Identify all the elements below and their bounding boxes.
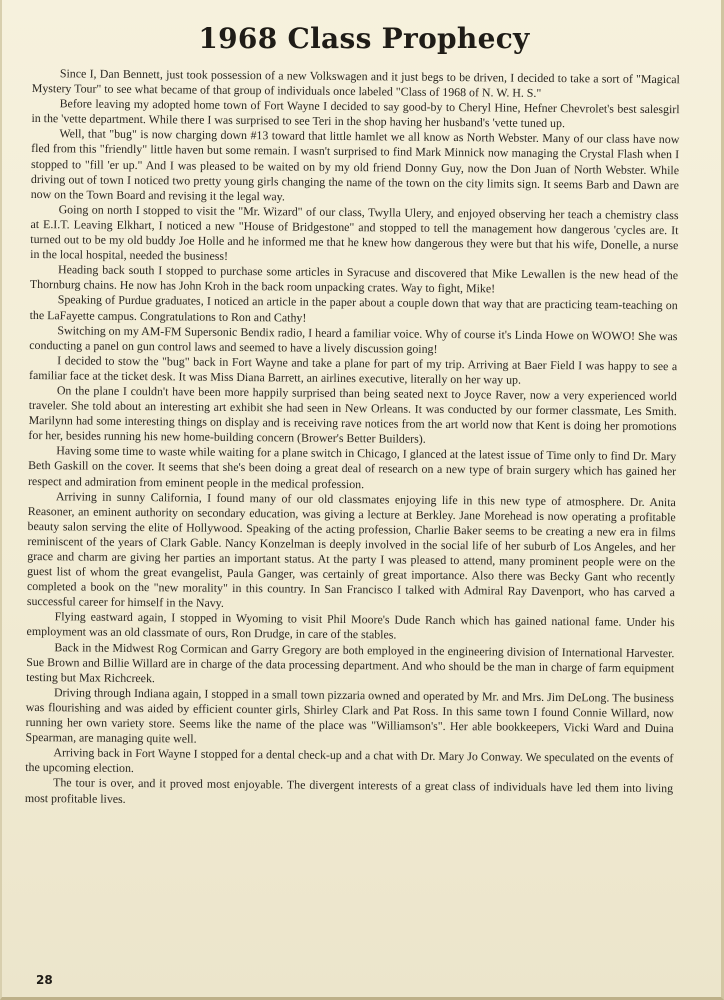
paragraph: Having some time to waste while waiting for a plane switch in Chicago, I glanced at the latest issue of Time only to find Dr. Mary Beth Gaskill on the cover. It seems that she's been doing a great deal of research on a new type of brain surgery which has gained her respect and admiration from eminent people in the medical profession. [27,443,677,491]
paragraph: I decided to stow the "bug" back in Fort Wayne and take a plane for part of my trip. Arriving at Baer Field I was happy to see a familiar face at the ticket desk. It was Miss Diana Barrett, an airlines executive, literally on her way up. [28,353,678,387]
paragraph: Arriving back in Fort Wayne I stopped for a dental check-up and a chat with Dr. Mary Jo Conway. We speculated on the events of the upcoming election. [25,745,674,776]
paragraph: Well, that "bug" is now charging down #13 toward that little hamlet we all know as North Webster. Many of our class have now fled from this "friendly" little haven but some remain. I wasn't surprised to find Mark Minnick now managing the Crystal Flash when I stopped to "fill 'er up." And I was pleased to be waited on by my old friend Donny Guy, now the Don Juan of North Webster. While driving out of town I noticed two pretty young girls changing the name of the town on the city limits sign. It seems Barb and Dawn are now on the Town Board and revising it the legal way. [30,126,680,204]
paragraph: Before leaving my adopted home town of Fort Wayne I decided to say good-by to Cheryl Hine, Hefner Chevrolet's best salesgirl in the 'vette department. While there I was surprised to see Teri in the shop having her husband's 'vette tuned up. [31,96,680,131]
paragraph: Flying eastward again, I stopped in Wyoming to visit Phil Moore's Dude Ranch which has gained national fame. Under his employment was an old classmate of ours, Ron Drudge, in care of the stables. [26,609,675,642]
article-body [25,66,680,812]
paragraph: Switching on my AM-FM Supersonic Bendix radio, I heard a familiar voice. Why of course it's Linda Howe on WOWO! She was conducting a panel on gun control laws and seemed to have a lively discussion going! [29,322,678,356]
paragraph: Speaking of Purdue graduates, I noticed an article in the paper about a couple down that way that are practicing team-teaching on the LaFayette campus. Congratulations to Ron and Cathy! [29,292,678,325]
page-number: 28 [36,973,53,987]
paragraph: Going on north I stopped to visit the "Mr. Wizard" of our class, Twylla Ulery, and enjoyed observing her teach a chemistry class at E.I.T. Leaving Elkhart, I noticed a new "House of Bridgestone" and stopped to tell the management how dangerous 'cycles are. It turned out to be my old buddy Joe Holle and he informed me that he knew how dangerous they were but that his wife, Donelle, a nurse in the local hospital, needed the business! [30,202,679,264]
page-title: 1968 Class Prophecy [198,22,530,55]
paragraph: Driving through Indiana again, I stopped in a small town pizzaria owned and operated by Mr. and Mrs. Jim DeLong. The business was flourishing and was aided by efficient counter girls, Shirley Clark and Pat Ross. In this same town I found Connie Willard, now running her own variety store. Seems like the name of the place was "Williamson's". Her able bookkeepers, Vicki Ward and Duina Spearman, are managing quite well. [25,685,675,746]
paragraph: Heading back south I stopped to purchase some articles in Syracuse and discovered that Mike Lewallen is the new head of the Thornburg chains. He now has John Kroh in the back room unpacking crates. Way to fight, Mike! [29,262,679,296]
paragraph: Since I, Dan Bennett, just took possession of a new Volkswagen and it just begs to be driven, I decided to take a sort of "Magical Mystery Tour" to see what became of that group of individuals once labeled "Class of 1968 of N. W. H. S." [31,66,680,100]
paragraph: Arriving in sunny California, I found many of our old classmates enjoying life in this new type of atmosphere. Dr. Anita Reasoner, an eminent authority on secondary education, was giving a lecture at Berkley. Jane Morehead is now operating a profitable beauty salon serving the elite of Hollywood. Speaking of the acting profession, Charlie Baker seems to be creating a new era in films reminiscent of the years of Clark Gable. Nancy Konzelman is deeply involved in the social life of her suburb of Los Angeles, and her grace and charm are giving her parties an important status. At the party I was pleased to attend, many prominent people were on the guest list of whom the great evangelist, Paula Ganger, was certainly of great importance. Also there was Becky Gant who recently completed a book on the "new morality" in this country. In San Francisco I talked with Admiral Ray Davenport, who has carved a successful career for himself in the Navy. [26,488,676,611]
paragraph: On the plane I couldn't have been more happily surprised than being seated next to Joyce Raver, now a very experienced world traveler. She told about an interesting art exhibit she had seen in New Orleans. It was conducted by our former classmate, Les Smith. Marilynn had some interesting things on display and is receiving rave notices from the art world now that Kent is doing her promotions for her, besides running his new home-building concern (Brower's Better Builders). [28,383,677,447]
paragraph: Back in the Midwest Rog Cormican and Garry Gregory are both employed in the engineering division of International Harvester. Sue Brown and Billie Willard are in charge of the data processing department. And who should be the man in charge of farm equipment testing but Max Richcreek. [26,639,675,685]
paragraph: The tour is over, and it proved most enjoyable. The divergent interests of a great class of individuals have led them into living most profitable lives. [24,775,674,806]
